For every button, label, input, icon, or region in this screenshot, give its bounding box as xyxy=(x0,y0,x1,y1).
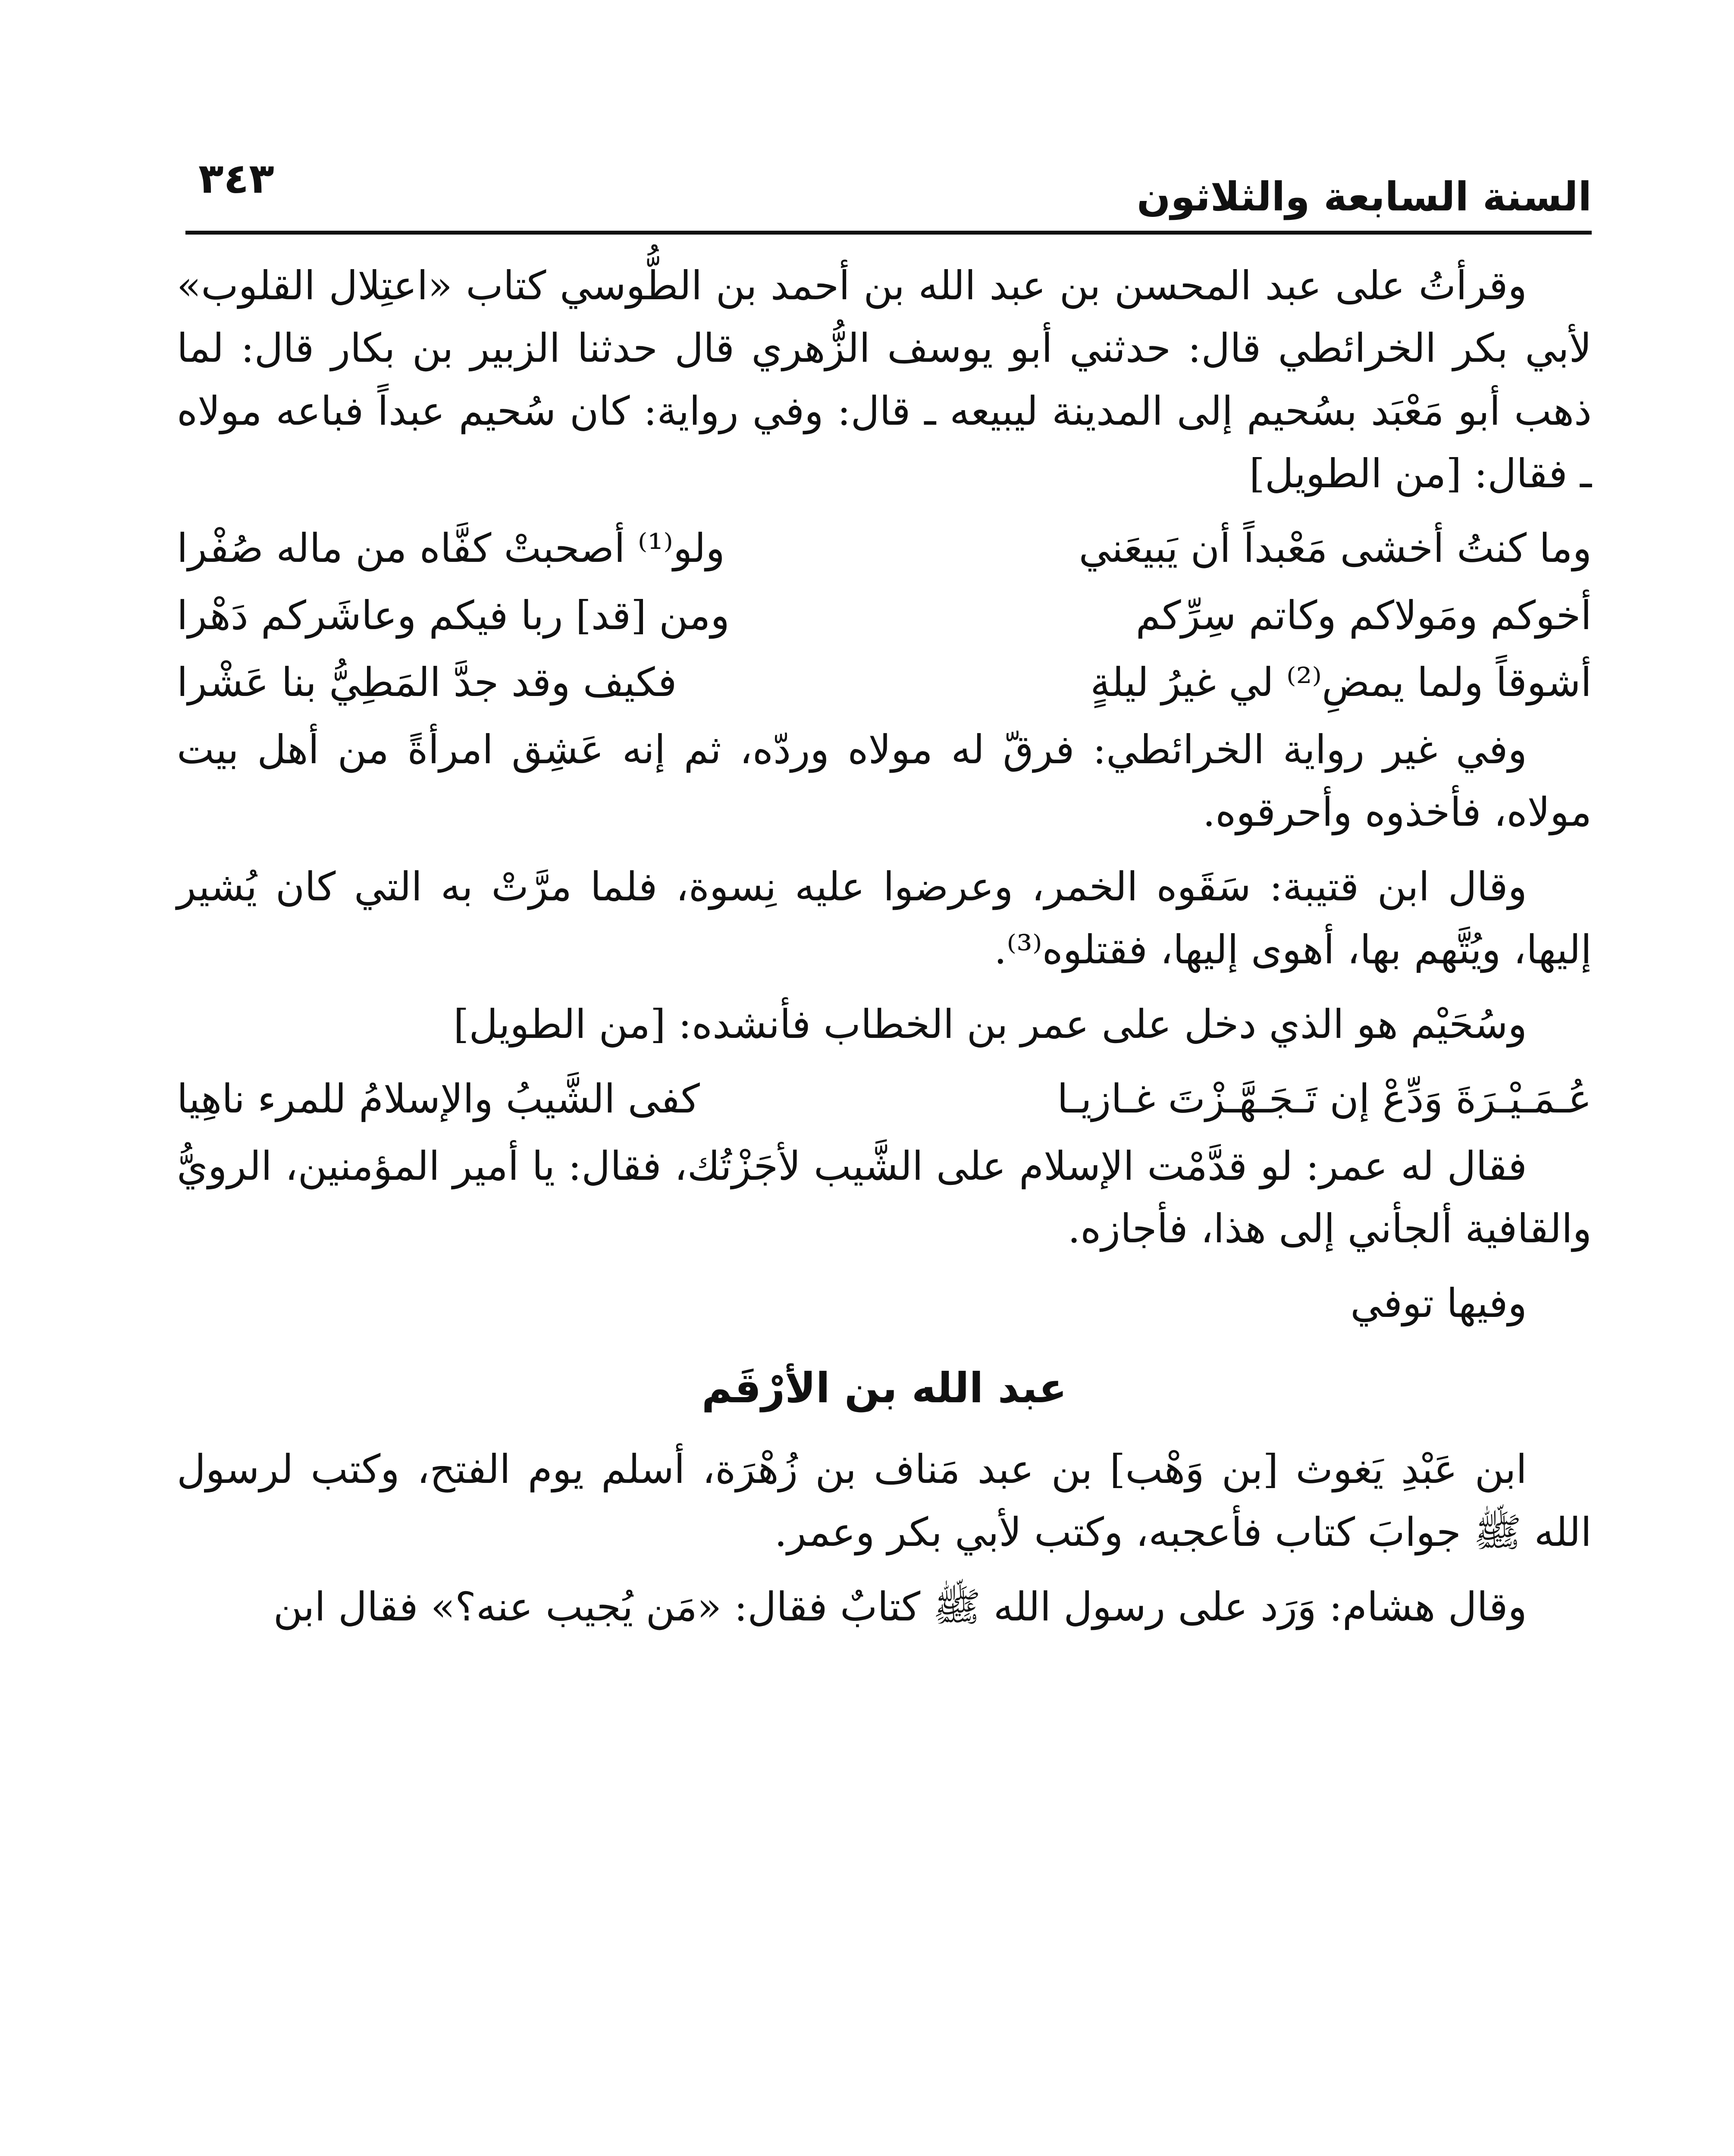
paragraph-7: ابن عَبْدِ يَغوث [بن وَهْب] بن عبد مَناف بن زُهْرَة، أسلم يوم الفتح، وكتب لرسول الله ﷺ جوابَ كتاب فأعجبه، وكتب لأبي بكر وعمر. xyxy=(177,1446,1592,1555)
paragraph-2: وفي غير رواية الخرائطي: فرقّ له مولاه وردّه، ثم إنه عَشِق امرأةً من أهل بيت مولاه، فأخذوه وأحرقوه. xyxy=(177,726,1592,835)
verse-hemistich-first: أخوكم ومَولاكم وكاتم سِرِّكم xyxy=(1135,592,1592,639)
paragraph-3: وقال ابن قتيبة: سَقَوه الخمر، وعرضوا عليه نِسوة، فلما مرَّتْ به التي كان يُشير إليها، ويُتَّهم بها، أهوى إليها، فقتلوه⁽³⁾. xyxy=(177,864,1592,973)
verse-line xyxy=(177,651,1592,714)
paragraph-5: فقال له عمر: لو قدَّمْت الإسلام على الشَّيب لأجَزْتُك، فقال: يا أمير المؤمنين، الرويُّ والقافية ألجأني إلى هذا، فأجازه. xyxy=(177,1143,1592,1252)
paragraph-1: وقرأتُ على عبد المحسن بن عبد الله بن أحمد بن الطُّوسي كتاب «اعتِلال القلوب» لأبي بكر الخرائطي قال: حدثني أبو يوسف الزُّهري قال حدثنا الزبير بن بكار قال: لما ذهب أبو مَعْبَد بسُحيم إلى المدينة ليبيعه ـ قال: وفي رواية: كان سُحيم عبداً فباعه مولاه ـ فقال: [من الطويل] xyxy=(177,263,1592,497)
running-title: السنة السابعة والثلاثون xyxy=(1136,174,1592,220)
verse-line xyxy=(177,517,1592,580)
paragraph-4: وسُحَيْم هو الذي دخل على عمر بن الخطاب فأنشده: [من الطويل] xyxy=(453,1001,1527,1047)
poem-2 xyxy=(177,1068,1592,1130)
main-text xyxy=(177,254,1592,1651)
verse-hemistich-first: أشوقاً ولما يمضِ⁽²⁾ لي غيرُ ليلةٍ xyxy=(1090,659,1592,706)
verse-hemistich-first: وما كنتُ أخشى مَعْبداً أن يَبيعَني xyxy=(1079,525,1592,572)
page-header xyxy=(185,129,1592,229)
poem-1 xyxy=(177,517,1592,714)
section-heading: عبد الله بن الأرْقَم xyxy=(701,1363,1067,1412)
verse-line xyxy=(177,1068,1592,1130)
verse-hemistich-second: ومن [قد] ربا فيكم وعاشَركم دَهْرا xyxy=(177,592,730,639)
verse-hemistich-second: فكيف وقد جدَّ المَطِيُّ بنا عَشْرا xyxy=(177,659,677,706)
paragraph-6: وفيها توفي xyxy=(1350,1280,1527,1327)
verse-line xyxy=(177,584,1592,647)
verse-hemistich-second: كفى الشَّيبُ والإسلامُ للمرء ناهِيا xyxy=(177,1076,700,1122)
paragraph-8: وقال هشام: وَرَد على رسول الله ﷺ كتابٌ فقال: «مَن يُجيب عنه؟» فقال ابن xyxy=(273,1584,1527,1630)
page-number: ٣٤٣ xyxy=(198,154,274,203)
header-rule xyxy=(185,231,1592,235)
verse-hemistich-first: عُـمَـيْـرَةَ وَدِّعْ إن تَـجَـهَّـزْتَ غـازيـا xyxy=(1057,1076,1592,1122)
verse-hemistich-second: ولو⁽¹⁾ أصحبتْ كفَّاه من ماله صُفْرا xyxy=(177,525,725,572)
